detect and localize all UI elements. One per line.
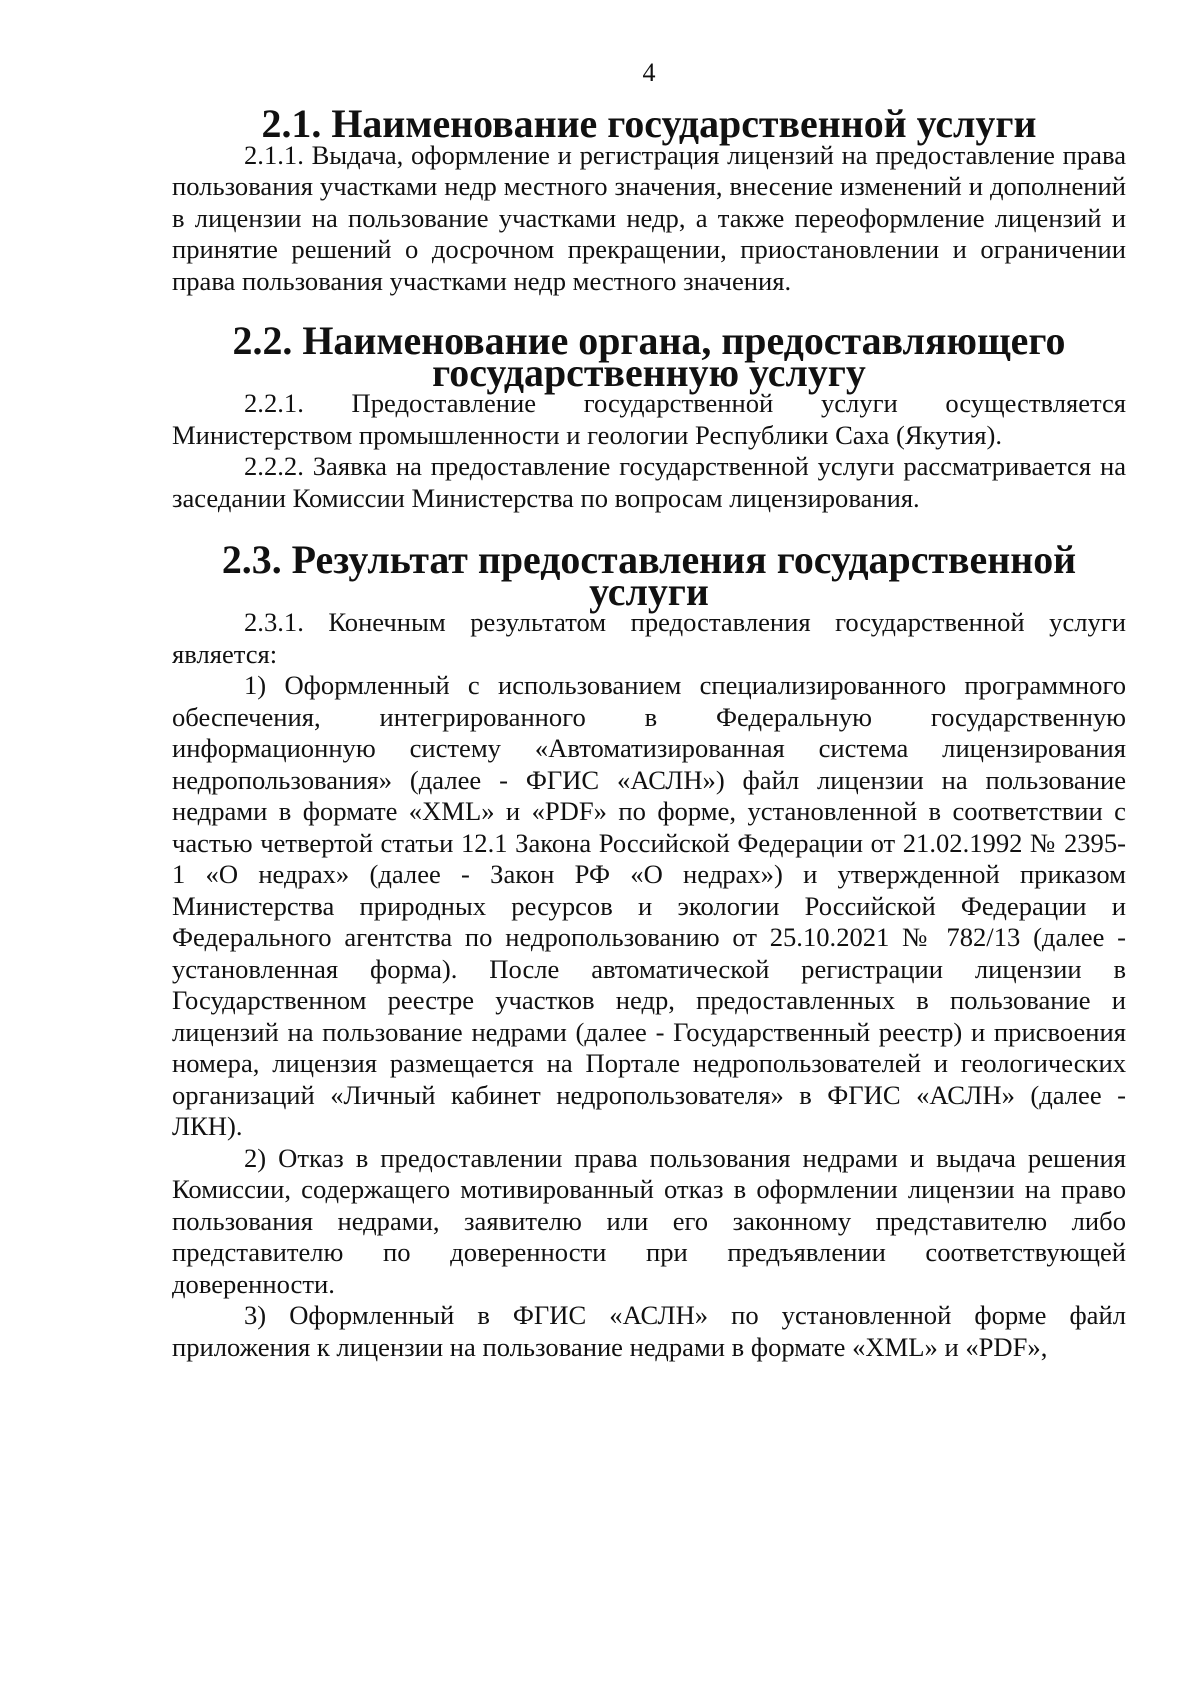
paragraph-2-3-1: 2.3.1. Конечным результатом предоставления государственной услуги является: xyxy=(172,607,1126,669)
document-page xyxy=(172,48,1126,1363)
section-heading-2-2: 2.2. Наименование органа, предоставляющего государственную услугу xyxy=(232,318,1066,395)
section-heading-2-3: 2.3. Результат предоставления государственной услуги xyxy=(221,537,1077,614)
list-item-1: 1) Оформленный с использованием специализированного программного обеспечения, интегрированного в Федеральную государственную информационную систему «Автоматизированная система лицензирования недропользования» (далее - ФГИС «АСЛН») файл лицензии на пользование недрами в формате «XML» и «PDF» по форме, установленной в соответствии с частью четвертой статьи 12.1 Закона Российской Федерации от 21.02.1992 № 2395-1 «О недрах» (далее - Закон РФ «О недрах») и утвержденной приказом Министерства природных ресурсов и экологии Российской Федерации и Федерального агентства по недропользованию от 25.10.2021 № 782/13 (далее - установленная форма). После автоматической регистрации лицензии в Государственном реестре участков недр, предоставленных в пользование и лицензий на пользование недрами (далее - Государственный реестр) и присвоения номера, лицензия размещается на Портале недропользователей и геологических организаций «Личный кабинет недропользователя» в ФГИС «АСЛН» (далее - ЛКН). xyxy=(172,670,1126,1141)
list-item-2: 2) Отказ в предоставлении права пользования недрами и выдача решения Комиссии, содержащего мотивированный отказ в оформлении лицензии на право пользования недрами, заявителю или его законному представителю либо представителю по доверенности при предъявлении соответствующей доверенности. xyxy=(172,1142,1126,1299)
list-item-3: 3) Оформленный в ФГИС «АСЛН» по установленной форме файл приложения к лицензии на пользование недрами в формате «XML» и «PDF», xyxy=(172,1300,1126,1362)
paragraph-2-2-2: 2.2.2. Заявка на предоставление государственной услуги рассматривается на заседании Комиссии Министерства по вопросам лицензирования. xyxy=(172,451,1126,513)
section-heading-2-1: 2.1. Наименование государственной услуги xyxy=(261,101,1037,146)
paragraph-2-1-1: 2.1.1. Выдача, оформление и регистрация лицензий на предоставление права пользования участками недр местного значения, внесение изменений и дополнений в лицензии на пользование участками недр, а также переоформление лицензий и принятие решений о досрочном прекращении, приостановлении и ограничении права пользования участками недр местного значения. xyxy=(172,139,1126,296)
page-number: 4 xyxy=(642,58,656,87)
paragraph-2-2-1: 2.2.1. Предоставление государственной услуги осуществляется Министерством промышленности и геологии Республики Саха (Якутия). xyxy=(172,388,1126,450)
